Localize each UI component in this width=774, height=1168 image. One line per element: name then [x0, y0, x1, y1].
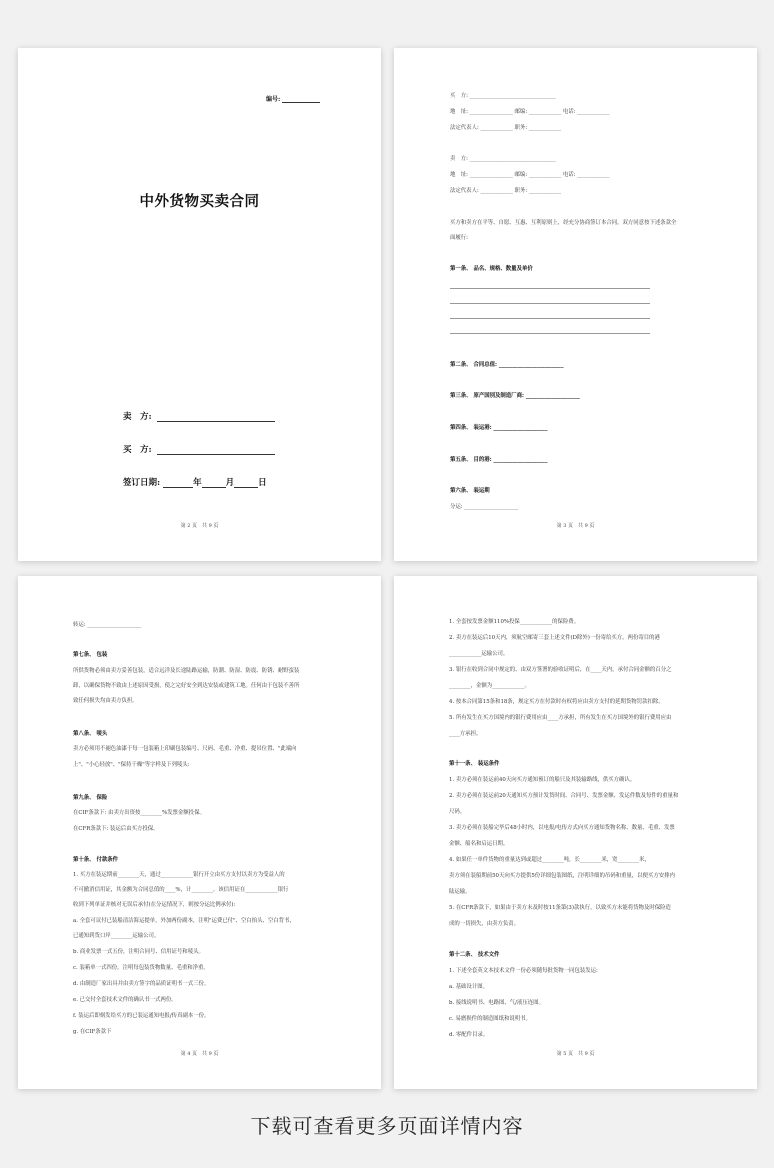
- seller-label: 卖 方:: [123, 412, 152, 422]
- sign-date-line: [123, 476, 267, 488]
- body-line: 1. 卖方必须在装运前40天向买方通知预订的船只及其装输路线，供买方确认。: [449, 777, 636, 783]
- page-footer: 第 5 页 共 9 页: [556, 1051, 595, 1057]
- contract-number-field: [266, 94, 320, 103]
- article-10-heading: 第十条、 付款条件: [73, 857, 119, 863]
- body-line: 2. 卖方在装运后10天内，须航空邮寄三套上述文件(D除外)一份寄给买方，两份寄目的港: [449, 635, 660, 641]
- blank-rule: [450, 333, 650, 334]
- body-line: a. 基础设计图。: [449, 984, 488, 990]
- article-5-heading: 第五条、 目的港: ____________________: [450, 457, 548, 463]
- body-line: 陆运输。: [449, 889, 471, 895]
- article-1-heading: 第一条、 品名、规格、数量及单价: [450, 266, 533, 272]
- buyer-label: 买 方:: [123, 445, 152, 455]
- body-line: ________，金额为____________。: [449, 683, 530, 689]
- year-blank: [163, 479, 193, 488]
- body-line: 1. 全套按发票金额110%投保____________的保险费。: [449, 619, 580, 625]
- buyer-blank: [157, 446, 275, 455]
- body-line: 卖方必须用不褪色油漆于每一包装箱上印刷包装编号、尺码、毛重、净重、提吊位置、"此端向: [73, 746, 297, 752]
- body-line: 卸，以确保货物不致由上述原因受损，使之完好安全到达安装或建筑工地。任何由于包装不善所: [73, 683, 300, 689]
- body-line: b. 商业发票一式五份，注明合同号、信用证号和唛头。: [73, 949, 204, 955]
- body-line: 3. 卖方必须在装船完毕后48小时内，以电报/电传方式向买方通知货物名称、数量、毛重、发票: [449, 825, 675, 831]
- article-2-heading: 第二条、 合同总值: ________________________: [450, 362, 564, 368]
- contract-number-blank: [282, 97, 320, 103]
- body-line: 卖方须在装船期前50天向买方提供5份详细包装图纸，注明详细的吊码和重量，以便买方安排内: [449, 873, 675, 879]
- partial-shipment-line: 分运: ____________________: [450, 504, 519, 510]
- body-line: b. 接线说明书、电路图、气/液压连图。: [449, 1000, 544, 1006]
- body-line: e. 已交付全套技术文件的确认书一式两份。: [73, 997, 177, 1003]
- seller-address-line: 地 址: ________________ 邮编: ____________ 电话: ____________: [450, 172, 610, 178]
- watermark: [89, 429, 115, 457]
- contract-page-2: [18, 48, 381, 561]
- sign-date-label: 签订日期:: [123, 478, 161, 488]
- body-line: 2. 卖方必须在装运前20天通知买方预计发货时间、合同号、发票金额、发运件数及每件的重量和: [449, 793, 679, 799]
- day-blank: [234, 479, 258, 488]
- buyer-address-line: 地 址: ________________ 邮编: ____________ 电话: ____________: [450, 109, 610, 115]
- body-line: 5. 在CFR条款下，如果由于卖方未及时按11条第(3)款执行，以致买方未能将货物及时保险造: [449, 905, 671, 911]
- body-line: 4. 如果任一单件货物的重量达到或超过________吨，长________米，宽________米，: [449, 857, 650, 863]
- body-line: ____________运输公司。: [449, 651, 509, 657]
- transshipment-line: 转运: ____________________: [73, 622, 142, 628]
- article-11-heading: 第十一条、 装运条件: [449, 761, 500, 767]
- body-line: 致任何损失均由卖方负担。: [73, 698, 138, 704]
- body-line: 所供货物必须由卖方妥善包装，适合远洋及长途陆路运输，防潮、防湿、防震、防锈、耐野蛮装: [73, 668, 300, 674]
- preamble-line-1: 买方和卖方在平等、自愿、互惠、互利原则上，经充分协商签订本合同，双方同意按下述条款全: [450, 220, 677, 226]
- seller-name-line: 卖 方: ________________________________: [450, 156, 556, 162]
- article-12-heading: 第十二条、 技术文件: [449, 952, 500, 958]
- seller-signature-line: [123, 410, 275, 422]
- page-footer: 第 3 页 共 9 页: [556, 523, 595, 529]
- body-line: 金额、船名和启运日期。: [449, 841, 509, 847]
- contract-page-3: [394, 48, 757, 561]
- body-line: 在CFR条款下: 装运后由买方投保。: [73, 826, 159, 832]
- body-line: c. 装箱单一式四份，注明每包装货物数量、毛重和净重。: [73, 965, 209, 971]
- body-line: 已通知到货口岸________运输公司。: [73, 933, 160, 939]
- body-line: 收到下列单证并核对无误后承付(在分运情况下，则按分运比例承付):: [73, 902, 236, 908]
- body-line: ____方承担。: [449, 731, 482, 737]
- blank-rule: [450, 303, 650, 304]
- body-line: 4. 按本合同第15条和18条，规定买方在付款时有权将应由卖方支付的延期货物罚款扣除。: [449, 699, 664, 705]
- day-label: 日: [258, 478, 267, 488]
- contract-number-label: 编号:: [266, 96, 281, 103]
- body-line: d. 由制造厂家出具并由卖方签字的品质证明书一式三份。: [73, 981, 210, 987]
- buyer-signature-line: [123, 443, 275, 455]
- body-line: 1. 买方在装运期前________天，通过____________银行开立由买方支付以卖方为受益人的: [73, 872, 285, 878]
- month-label: 月: [225, 478, 235, 488]
- body-line: 尺码。: [449, 809, 466, 815]
- article-3-heading: 第三条、 原产国别及制造厂商: ____________________: [450, 393, 580, 399]
- download-caption: 下载可查看更多页面详情内容: [250, 1114, 524, 1138]
- article-4-heading: 第四条、 装运港: ____________________: [450, 425, 548, 431]
- buyer-representative-line: 法定代表人: ____________ 职务: ____________: [450, 125, 562, 131]
- buyer-name-line: 买 方: ________________________________: [450, 93, 556, 99]
- page-footer: 第 2 页 共 9 页: [180, 523, 219, 529]
- page-footer: 第 4 页 共 9 页: [180, 1051, 219, 1057]
- body-line: 3. 银行在收到合同中规定的、由双方签署的验收证明后，在____天内，承付合同金额的百分之: [449, 667, 672, 673]
- body-line: 不可撤消信用证，其金额为合同总值的____%，计________。该信用证在____________银行: [73, 887, 289, 893]
- preamble-line-2: 面履行:: [450, 235, 468, 241]
- body-line: f. 装运后即刻发给买方的已装运通知电报/传真副本一份。: [73, 1013, 210, 1019]
- year-label: 年: [193, 478, 202, 488]
- body-line: c. 易磨损件的制造图纸和说明书。: [449, 1016, 531, 1022]
- body-line: 1. 下述全套英文本技术文件一份必须随每批货物一同包装发运:: [449, 968, 598, 974]
- contract-page-4: [18, 576, 381, 1089]
- body-line: d. 零配件目录。: [449, 1032, 489, 1038]
- blank-rule: [450, 318, 650, 319]
- article-6-heading: 第六条、 装运期: [450, 488, 490, 494]
- body-line: g. 在CIF条款下: [73, 1029, 112, 1035]
- blank-rule: [450, 288, 650, 289]
- body-line: a. 全套可议付已装船清洁海运提单，外加两份副本，注明"运费已付"、空白抬头、空白背书，: [73, 918, 295, 924]
- body-line: 成的一切损失，由卖方负责。: [449, 921, 520, 927]
- seller-blank: [157, 413, 275, 422]
- seller-representative-line: 法定代表人: ____________ 职务: ____________: [450, 188, 562, 194]
- body-line: 上"、"小心轻放"、"保持干燥"等字样及下列唛头:: [73, 762, 190, 768]
- body-line: 5. 所有发生在买方国境内的银行费用应由____方承担，所有发生在买方国境外的银行费用应由: [449, 715, 672, 721]
- article-8-heading: 第八条、 唛头: [73, 731, 108, 737]
- body-line: 在CIF条款下: 由卖方出资按________%发票金额投保。: [73, 810, 205, 816]
- article-7-heading: 第七条、 包装: [73, 652, 108, 658]
- contract-page-5: [394, 576, 757, 1089]
- month-blank: [202, 479, 226, 488]
- contract-title: 中外货物买卖合同: [139, 193, 260, 210]
- article-9-heading: 第九条、 保险: [73, 795, 108, 801]
